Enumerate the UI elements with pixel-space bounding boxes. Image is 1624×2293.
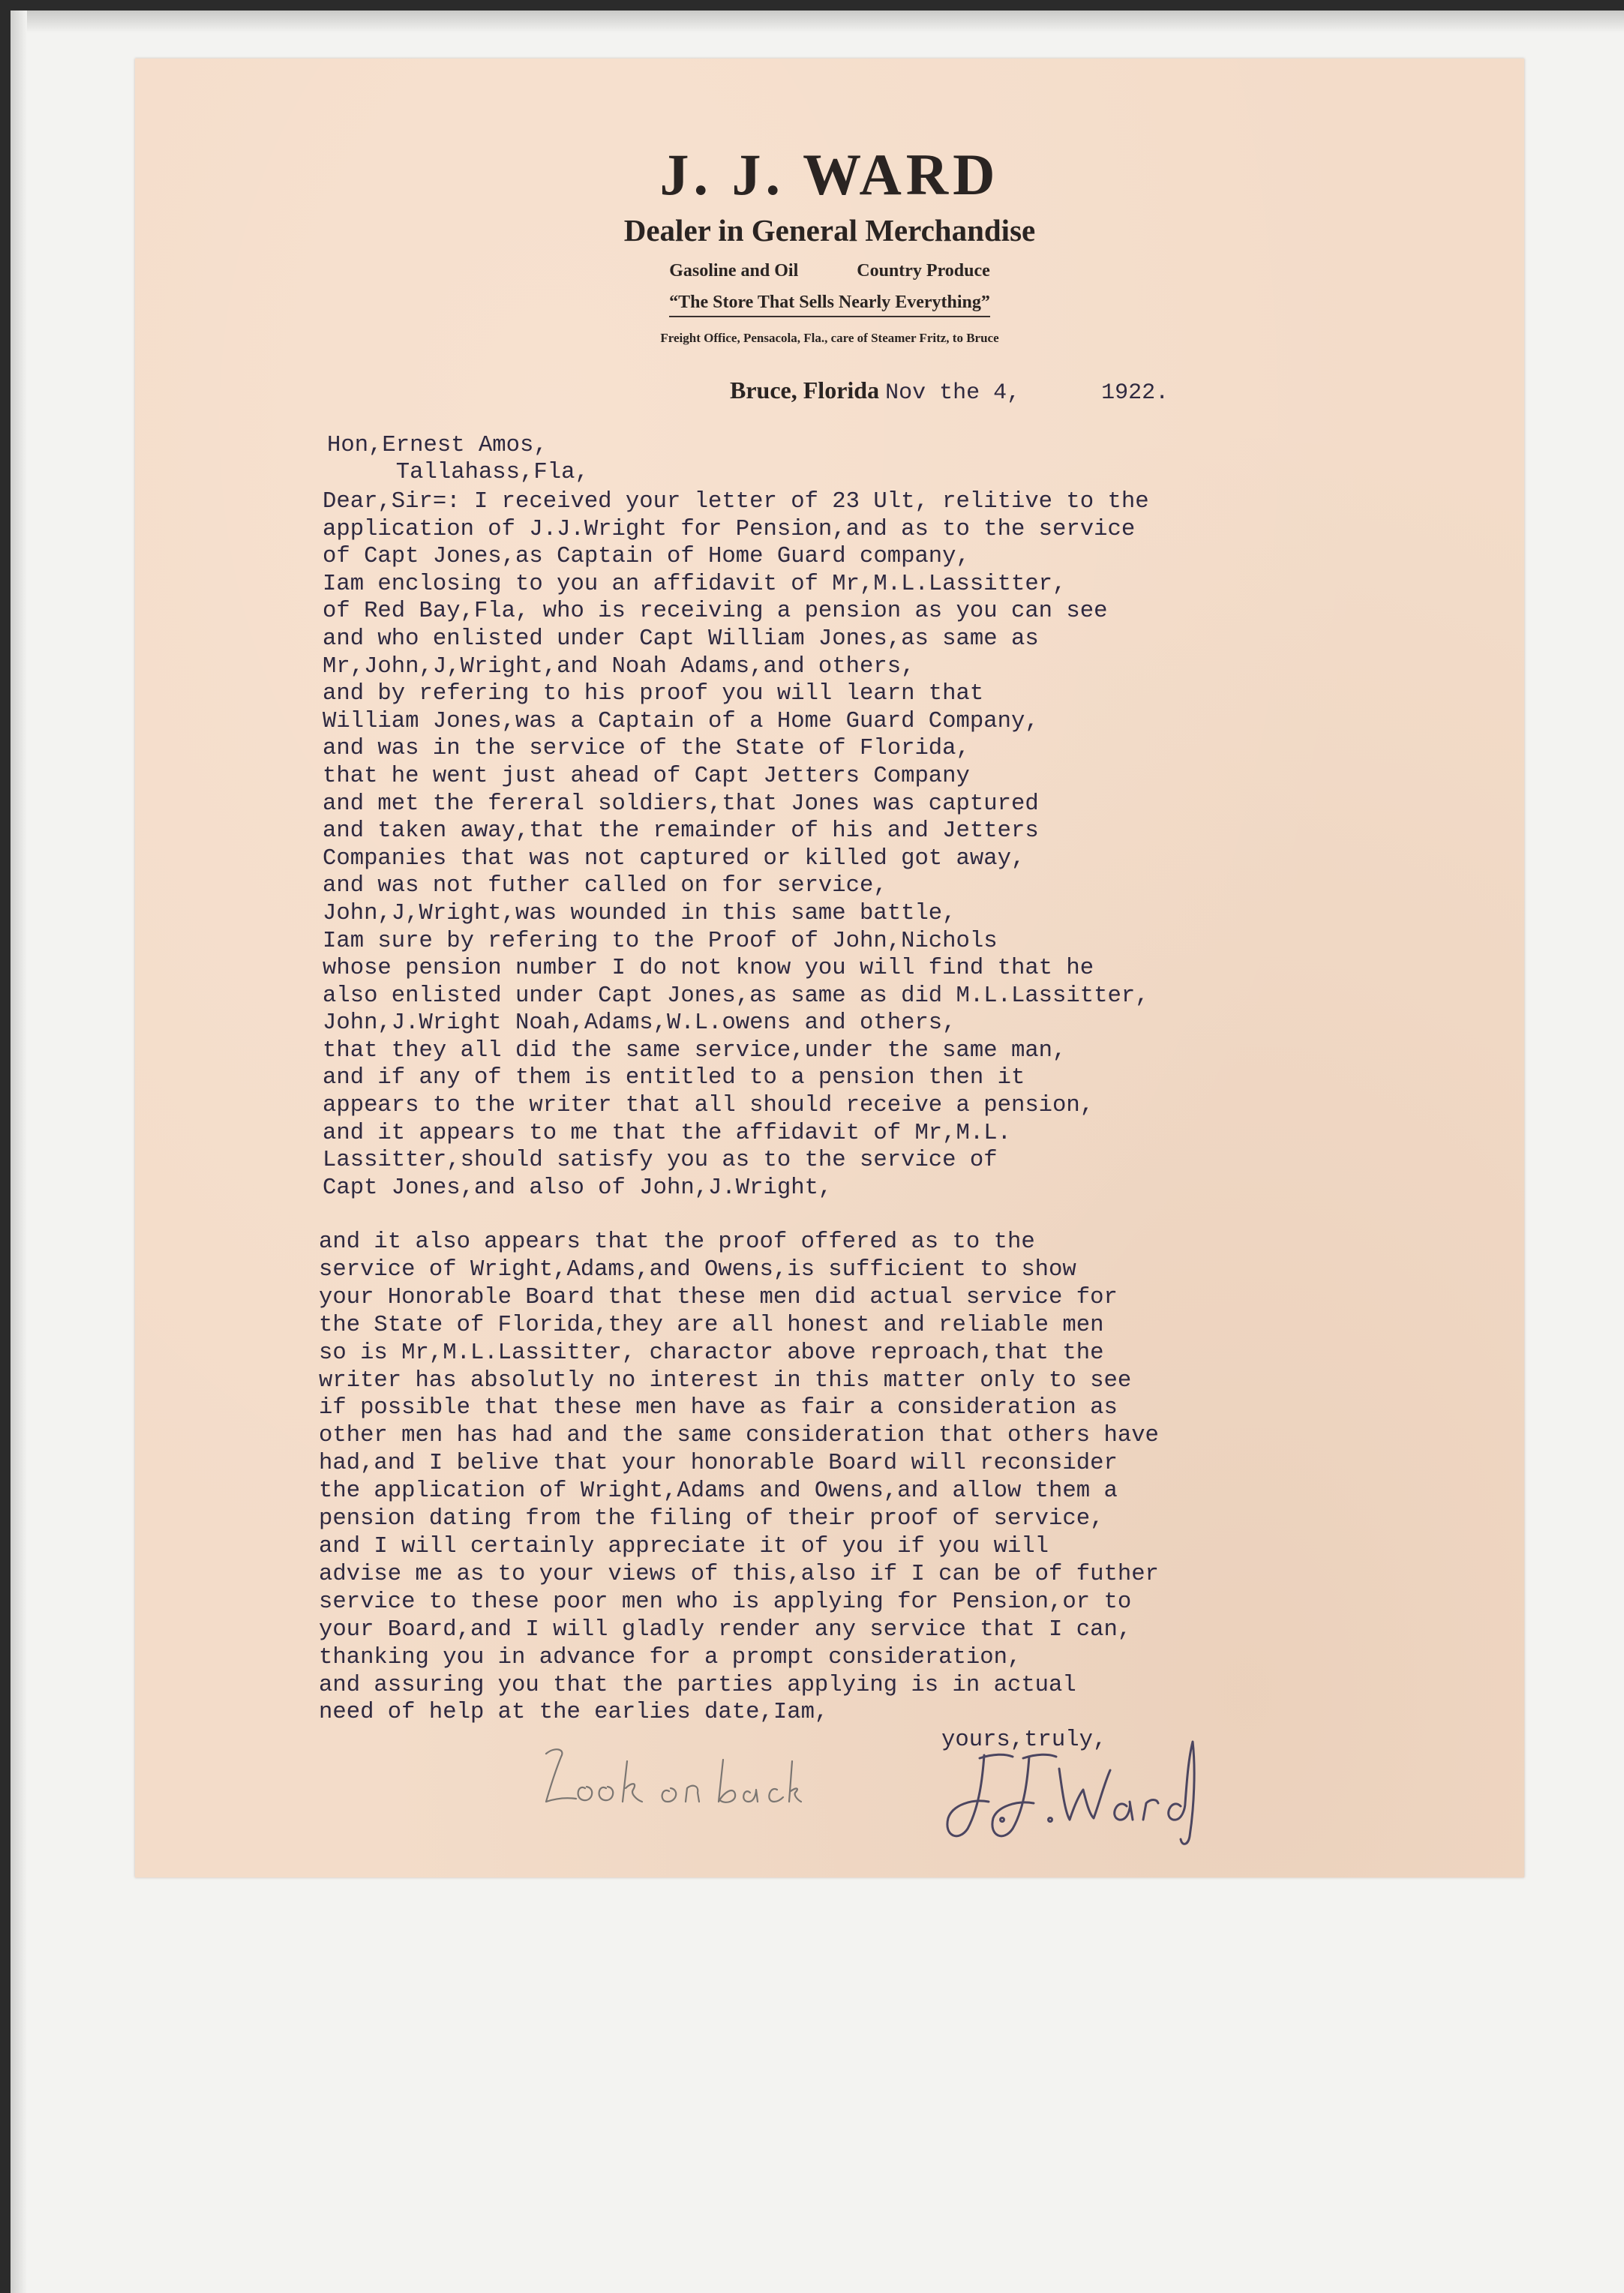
body-line: John,J.Wright Noah,Adams,W.L.owens and others, <box>323 1010 956 1037</box>
body-line: Iam enclosing to you an affidavit of Mr,M.L.Lassitter, <box>323 571 1067 597</box>
body-line: pension dating from the filing of their proof of service, <box>319 1506 1104 1532</box>
dateline <box>730 377 1169 406</box>
body-line: and was not futher called on for service, <box>323 873 887 899</box>
body-line: that they all did the same service,under the same man, <box>323 1037 1067 1064</box>
body-line: and taken away,that the remainder of his and Jetters <box>323 818 1039 845</box>
body-line: other men has had and the same consideration that others have <box>319 1423 1159 1449</box>
body-line: if possible that these men have as fair a consideration as <box>319 1395 1118 1421</box>
body-line: the State of Florida,they are all honest and reliable men <box>319 1312 1104 1338</box>
body-line: the application of Wright,Adams and Owens,and allow them a <box>319 1478 1118 1505</box>
body-line: William Jones,was a Captain of a Home Guard Company, <box>323 708 1039 734</box>
body-line: Dear,Sir=: I received your letter of 23 Ult, relitive to the <box>323 489 1149 515</box>
address-line: Hon,Ernest Amos, <box>327 433 548 458</box>
body-line: that he went just ahead of Capt Jetters Company <box>323 763 970 789</box>
letterhead-goods-item: Country Produce <box>857 261 990 281</box>
body-line: Iam sure by refering to the Proof of John,Nichols <box>323 928 998 954</box>
scan-shadow-top <box>11 11 1624 33</box>
body-line: and it appears to me that the affidavit of Mr,M.L. <box>323 1120 1011 1146</box>
letterhead-business: Dealer in General Merchandise <box>623 213 1036 248</box>
body-line: and was in the service of the State of Florida, <box>323 736 970 762</box>
letterhead-name: J. J. WARD <box>659 142 1000 207</box>
scan-shadow-left <box>11 11 27 2293</box>
body-line: of Red Bay,Fla, who is receiving a pension as you can see <box>323 599 1108 625</box>
body-line: also enlisted under Capt Jones,as same as did M.L.Lassitter, <box>323 983 1149 1009</box>
body-line: and met the fereral soldiers,that Jones was captured <box>323 791 1039 817</box>
body-line: and by refering to his proof you will learn that <box>323 681 984 707</box>
body-line: and if any of them is entitled to a pension then it <box>323 1065 1025 1091</box>
closing: yours,truly, <box>941 1727 1107 1753</box>
signature <box>930 1724 1215 1851</box>
letterhead-slogan-text: “The Store That Sells Nearly Everything” <box>669 293 990 317</box>
body-line: of Capt Jones,as Captain of Home Guard company, <box>323 544 970 570</box>
body-line: need of help at the earlies date,Iam, <box>319 1700 829 1726</box>
body-line: and who enlisted under Capt William Jones,as same as <box>323 626 1039 652</box>
body-line: and I will certainly appreciate it of you if you will <box>319 1533 1049 1559</box>
body-line: Companies that was not captured or killed got away, <box>323 845 1025 872</box>
body-line: your Board,and I will gladly render any service that I can, <box>319 1616 1132 1643</box>
body-line: so is Mr,M.L.Lassitter, charactor above reproach,that the <box>319 1340 1104 1366</box>
letter-page <box>135 59 1524 1877</box>
letterhead-goods-item: Gasoline and Oil <box>669 261 799 281</box>
address-line: Tallahass,Fla, <box>327 460 589 485</box>
letter-paragraph-1 <box>323 488 1149 1202</box>
body-line: your Honorable Board that these men did actual service for <box>319 1284 1118 1310</box>
body-line: whose pension number I do not know you will find that he <box>323 956 1094 982</box>
letterhead-freight: Freight Office, Pensacola, Fla., care of Steamer Fritz, to Bruce <box>660 331 999 345</box>
body-line: writer has absolutly no interest in this matter only to see <box>319 1367 1132 1394</box>
body-line: service to these poor men who is applying for Pension,or to <box>319 1589 1132 1615</box>
body-line: Lassitter,should satisfy you as to the service of <box>323 1148 998 1174</box>
body-line: service of Wright,Adams,and Owens,is sufficient to show <box>319 1256 1076 1283</box>
letterhead-goods <box>135 261 1524 281</box>
body-line: and assuring you that the parties applying is in actual <box>319 1672 1076 1698</box>
body-line: John,J,Wright,was wounded in this same battle, <box>323 900 956 926</box>
handwritten-note <box>533 1739 803 1821</box>
body-line: had,and I belive that your honorable Board will reconsider <box>319 1451 1118 1477</box>
body-line: advise me as to your views of this,also if I can be of futher <box>319 1561 1159 1587</box>
body-line: application of J.J.Wright for Pension,and as to the service <box>323 516 1136 542</box>
scan-edge-top <box>0 0 1624 11</box>
dateline-place: Bruce, Florida <box>730 377 880 404</box>
letterhead-slogan <box>135 293 1524 317</box>
body-line: and it also appears that the proof offered as to the <box>319 1229 1035 1255</box>
body-line: appears to the writer that all should receive a pension, <box>323 1093 1094 1119</box>
letter-paragraph-2 <box>319 1229 1159 1727</box>
body-line: thanking you in advance for a prompt consideration, <box>319 1644 1022 1670</box>
scan-edge-left <box>0 0 11 2293</box>
body-line: Capt Jones,and also of John,J.Wright, <box>323 1175 833 1201</box>
dateline-date: Nov the 4, 1922. <box>885 380 1169 406</box>
recipient-address <box>327 432 589 486</box>
body-line: Mr,John,J,Wright,and Noah Adams,and others, <box>323 653 915 680</box>
